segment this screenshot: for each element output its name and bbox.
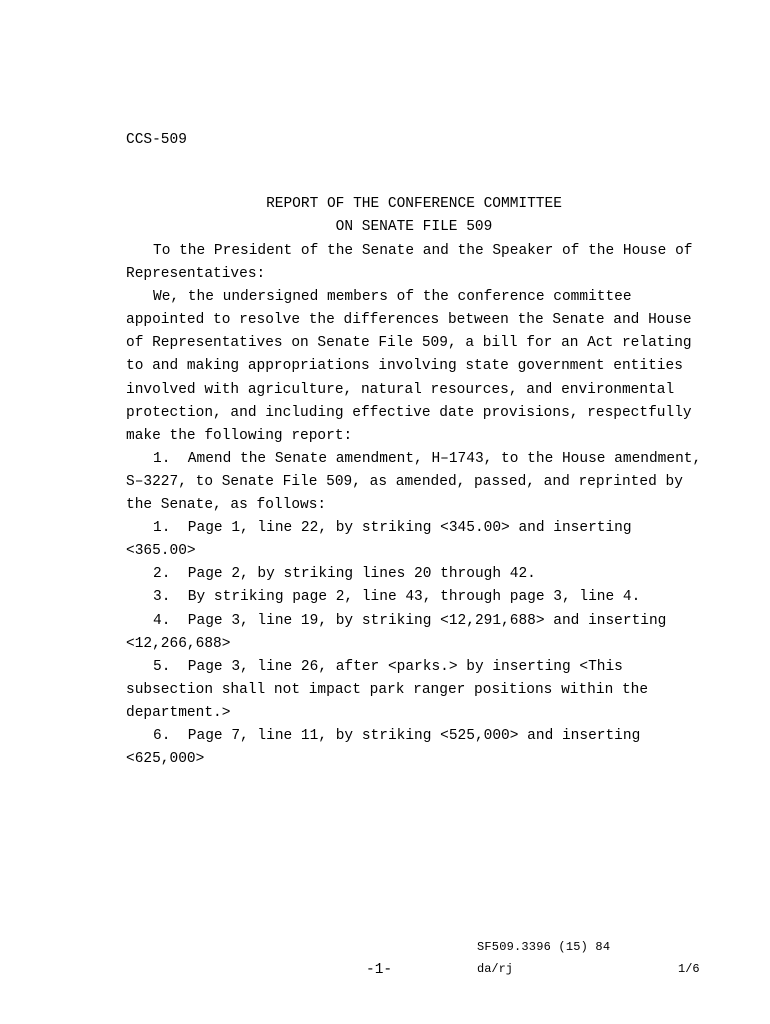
footer-document-code: SF509.3396 (15) 84	[477, 940, 611, 954]
amendment-paragraph: 1. Amend the Senate amendment, H–1743, to the House amendment, S–3227, to Senate File 509, as amended, passed, and reprinted by the Senate, as follows:	[126, 450, 710, 514]
salutation-paragraph: To the President of the Senate and the Speaker of the House of Representatives:	[126, 243, 702, 283]
document-id: CCS-509	[126, 132, 187, 148]
amendment-item-1: 1. Page 1, line 22, by striking <345.00> and inserting <365.00>	[126, 520, 641, 560]
intro-paragraph: We, the undersigned members of the conference committee appointed to resolve the differences between the Senate and House of Representatives on Senate File 509, a bill for an Act relating to and making appropriations involving state government entities involved with agriculture, natural resources, and environmental protection, and including effective date provisions, respectfully make the following report:	[126, 289, 701, 444]
amendment-item-3: 3. By striking page 2, line 43, through page 3, line 4.	[153, 589, 641, 606]
report-subtitle: ON SENATE FILE 509	[335, 219, 493, 235]
report-body	[126, 240, 710, 771]
amendment-item-6: 6. Page 7, line 11, by striking <525,000> and inserting <625,000>	[126, 727, 649, 768]
page-count: 1/6	[678, 962, 700, 976]
footer-initials: da/rj	[477, 962, 514, 976]
page-number: -1-	[366, 962, 393, 978]
amendment-item-4: 4. Page 3, line 19, by striking <12,291,688> and inserting <12,266,688>	[126, 612, 676, 652]
report-title: REPORT OF THE CONFERENCE COMMITTEE	[266, 196, 562, 212]
amendment-item-5: 5. Page 3, line 26, after <parks.> by inserting <This subsection shall not impact park ranger positions within the department.>	[126, 658, 657, 721]
amendment-item-2: 2. Page 2, by striking lines 20 through 42.	[153, 566, 536, 583]
